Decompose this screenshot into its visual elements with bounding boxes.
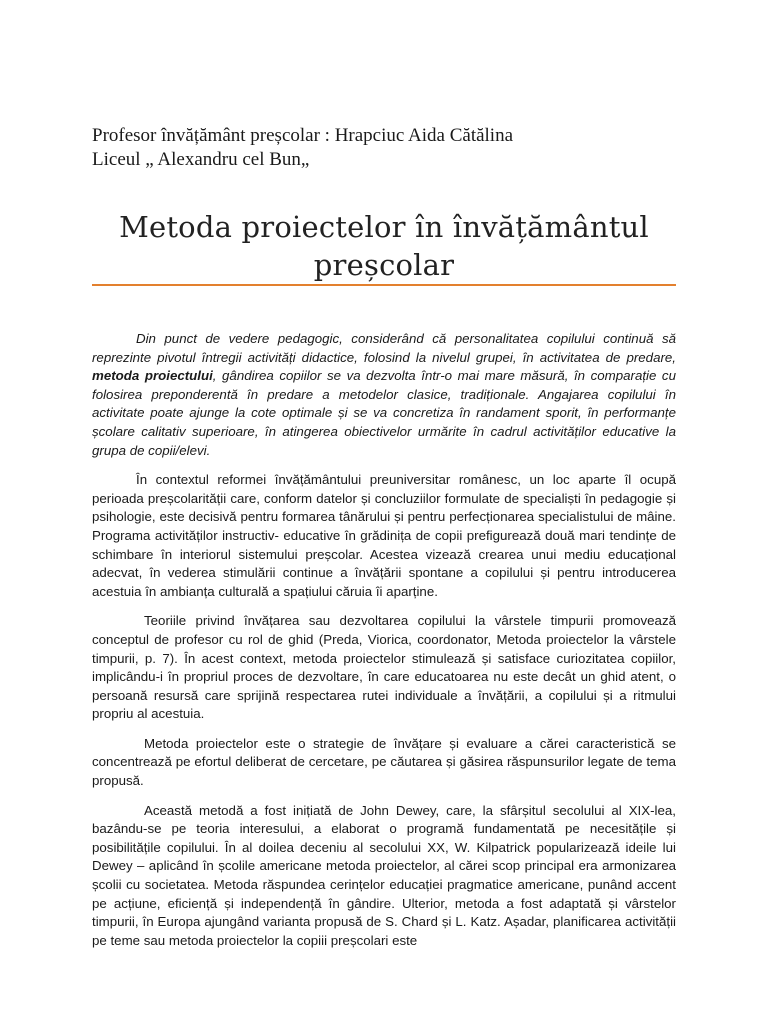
paragraph-3: Teoriile privind învățarea sau dezvoltarea copilului la vârstele timpurii promovează conceptul de profesor cu rol de ghid (Preda, Viorica, coordonator, Metoda proiectelor la vârstele timpurii, p. 7). În acest context, metoda proiectelor stimulează și satisface curiozitatea copiilor, implicându-i în propriul proces de dezvoltare, în care educatoarea nu este decât un ghid atent, o persoană resursă care sprijină respectarea rutei individuale a învățării, a copilului și a ritmului propriu al acestuia. [92,613,676,722]
paragraph-4: Metoda proiectelor este o strategie de învățare și evaluare a cărei caracteristică se concentrează pe efortul deliberat de cercetare, pe căutarea și găsirea răspunsurilor legate de tema propusă. [92,735,676,789]
paragraph-intro-bold: metoda proiectului [92,368,213,384]
paragraph-intro-text-a: Din punct de vedere pedagogic, considerând că personalitatea copilului continuă să reprezinte pivotul întregii activități didactice, folosind la nivelul grupei, în activitatea de predare, [92,331,676,365]
document-body [92,330,676,961]
title-divider [92,284,676,286]
paragraph-5: Această metodă a fost inițiată de John Dewey, care, la sfârșitul secolului al XIX-lea, bazându-se pe teoria interesului, a elaborat o programă fundamentată pe necesitățile și posibilitățile copilului. În al doilea deceniu al secolului XX, W. Kilpatrick popularizează ideile lui Dewey – aplicând în școlile americane metoda proiectelor, al cărei scop principal era armonizarea școlii cu societatea. Metoda răspundea cerințelor educației pragmatice americane, punând accent pe acțiune, eficiență și independență în gândire. Ulterior, metoda a fost adaptată și vârstelor timpurii, în Europa ajungând varianta propusă de S. Chard și L. Katz. Așadar, planificarea activității pe teme sau metoda proiectelor la copiii preșcolari este [92,802,676,948]
author-header [92,124,676,172]
document-title [92,208,676,284]
author-line: Profesor învățământ preșcolar : Hrapciuc Aida Cătălina [92,125,514,146]
school-line: Liceul „ Alexandru cel Bun„ [92,149,310,170]
paragraph-intro [92,330,676,460]
title-line-2: preșcolar [313,248,455,282]
paragraph-2: În contextul reformei învățământului preuniversitar românesc, un loc aparte îl ocupă perioada preșcolarității care, conform datelor și concluziilor formulate de specialiști în pedagogie și psihologie, este decisivă pentru formarea tânărului și pentru perfecționarea specialistului de mâine. Programa activităților instructiv- educative în grădinița de copii prefigurează două mari tendințe de schimbare în interiorul sistemului preșcolar. Acestea vizează crearea unui mediu educațional adecvat, în vederea stimulării continue a învățării spontane a copilului și pentru introducerea acestuia în ambianța culturală a spațiului căruia îi aparține. [92,472,676,599]
paragraph-intro-text-b: , gândirea copiilor se va dezvolta într-o mai mare măsură, în comparație cu folosirea preponderentă în predare a metodelor clasice, tradiționale. Angajarea copilului în activitate poate ajunge la cote optimale și se va concretiza în randament sporit, în performanțe școlare calitativ superioare, în atingerea obiectivelor urmărite în cadrul activităților educative la grupa de copii/elevi. [92,368,676,458]
title-line-1: Metoda proiectelor în învățământul [119,210,649,244]
